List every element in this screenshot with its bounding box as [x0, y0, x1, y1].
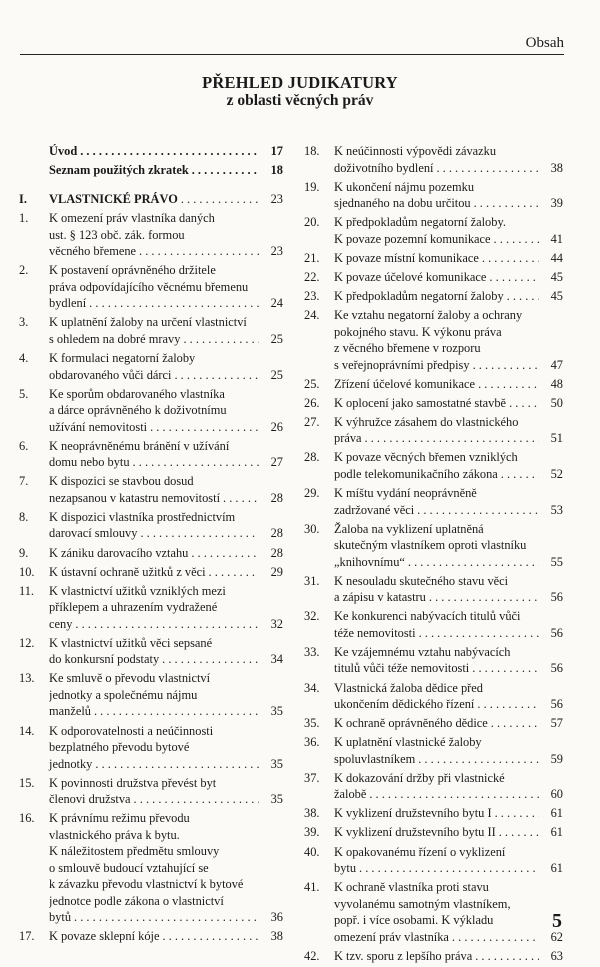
toc-entry-number: 19.	[304, 179, 320, 194]
toc-entry-text: s veřejnoprávními předpisy	[334, 357, 470, 372]
toc-entry-page: 47	[550, 357, 563, 372]
toc-entry-page: 59	[550, 751, 563, 766]
toc-entry-text: K odporovatelnosti a neúčinnosti	[49, 723, 214, 738]
toc-entry-number: 1.	[19, 211, 29, 226]
toc-entry-text: doživotního bydlení	[334, 160, 434, 175]
dot-leader	[206, 564, 259, 581]
toc-entry-number: 16.	[19, 811, 35, 826]
toc-entry-text: K zániku darovacího vztahu	[49, 545, 189, 560]
running-header	[20, 32, 564, 55]
toc-entry-text: práva	[334, 431, 362, 446]
toc-entry[interactable]	[19, 810, 283, 926]
toc-entry-number: 2.	[19, 263, 29, 278]
toc-entry[interactable]	[19, 191, 283, 208]
toc-entry-text: sjednaného na dobu určitou	[334, 196, 471, 211]
toc-entry-number: 25.	[304, 376, 320, 391]
toc-entry-text: K uplatnění vlastnické žaloby	[334, 735, 482, 750]
toc-entry-number: 4.	[19, 351, 29, 366]
toc-entry[interactable]	[19, 635, 283, 668]
dot-leader	[472, 948, 539, 965]
toc-entry-text: jednotky a společnému nájmu	[49, 687, 198, 702]
toc-entry-page: 61	[550, 806, 563, 821]
toc-entry[interactable]	[304, 485, 563, 518]
dot-leader	[130, 454, 259, 471]
dot-leader	[171, 367, 259, 384]
toc-entry-text: bezplatného převodu bytové	[49, 740, 190, 754]
toc-entry-text: o smlouvě budoucí vztahující se	[49, 860, 209, 875]
toc-entry[interactable]	[19, 583, 283, 633]
toc-entry-page: 55	[550, 554, 563, 569]
toc-entry-text: ust. § 123 obč. zák. formou	[49, 227, 185, 242]
toc-entry-text: K ústavní ochraně užitků z věci	[49, 564, 206, 579]
dot-leader	[147, 419, 259, 436]
toc-entry-number: 17.	[19, 929, 35, 944]
toc-entry-number: 42.	[304, 948, 320, 963]
dot-leader	[414, 502, 539, 519]
toc-entry[interactable]	[19, 928, 283, 945]
toc-entry-number: 12.	[19, 635, 35, 650]
toc-entry-text: z věcného břemene v rozporu	[334, 341, 481, 356]
toc-entry-number: 27.	[304, 414, 320, 429]
dot-leader	[131, 791, 259, 808]
toc-entry-number: 6.	[19, 438, 29, 453]
toc-entry-number: 38.	[304, 806, 320, 821]
toc-entry-number: 26.	[304, 395, 320, 410]
toc-entry-text: do konkursní podstaty	[49, 652, 160, 667]
toc-entry-text: K dispozici vlastníka prostřednictvím	[49, 509, 236, 524]
toc-entry[interactable]	[19, 162, 283, 179]
toc-entry-text: Zřízení účelové komunikace	[334, 376, 476, 391]
toc-entry-page: 50	[550, 395, 563, 410]
toc-entry-number: 32.	[304, 609, 320, 624]
toc-entry-text: K povaze sklepní kóje	[49, 929, 160, 944]
toc-entry[interactable]	[304, 214, 563, 247]
toc-entry-page: 17	[270, 144, 283, 158]
toc-entry-text: a dárce oprávněného k doživotnímu	[49, 403, 227, 418]
toc-entry-text: K formulaci negatorní žaloby	[49, 351, 196, 366]
toc-entry-page: 45	[550, 288, 563, 303]
dot-leader	[479, 250, 539, 267]
toc-entry-text: K dokazování držby při vlastnické	[334, 770, 505, 785]
toc-entry-text: věcného břemene	[49, 244, 137, 259]
toc-entry-text: K dispozici se stavbou dosud	[49, 474, 194, 489]
dot-leader	[137, 525, 259, 542]
toc-entry-text: ukončením dědického řízení	[334, 697, 475, 711]
toc-entry-page: 34	[270, 652, 283, 667]
toc-entry-number: 24.	[304, 308, 320, 323]
toc-entry-text: spoluvlastníkem	[334, 751, 416, 766]
toc-entry[interactable]	[304, 680, 563, 713]
toc-entry-text: K vyklizení družstevního bytu II	[334, 825, 496, 840]
toc-entry-text: Ke vztahu negatorní žaloby a ochrany	[334, 308, 523, 323]
page-title: PŘEHLED JUDIKATURY	[202, 73, 398, 92]
toc-entry-number: 41.	[304, 880, 320, 895]
toc-entry-number: 40.	[304, 844, 320, 859]
toc-entry-text: K opakovanému řízení o vyklizení	[334, 844, 506, 859]
toc-entry-text: Ke vzájemnému vztahu nabývacích	[334, 644, 511, 659]
toc-entry-number: 39.	[304, 825, 320, 840]
toc-entry-page: 56	[550, 625, 563, 640]
toc-right-column	[304, 143, 563, 967]
toc-entry-text: K ochraně vlastníka proti stavu	[334, 880, 489, 895]
dot-leader	[86, 295, 259, 312]
dot-leader	[91, 703, 259, 720]
toc-entry-text: darovací smlouvy	[49, 526, 138, 541]
toc-entry-page: 25	[270, 331, 283, 346]
toc-entry[interactable]	[304, 824, 563, 841]
toc-entry-page: 56	[550, 697, 563, 711]
toc-entry-text: jednotky	[49, 756, 93, 771]
toc-entry-text: s ohledem na dobré mravy	[49, 331, 181, 346]
toc-entry-number: 28.	[304, 450, 320, 465]
toc-entry-page: 26	[270, 419, 283, 434]
toc-entry-page: 28	[270, 490, 283, 505]
toc-entry-text: žalobě	[334, 787, 367, 802]
dot-leader	[496, 824, 539, 841]
toc-entry-page: 29	[270, 564, 283, 579]
toc-entry[interactable]	[304, 269, 563, 286]
toc-entry-text: K vlastnictví užitků vzniklých mezi	[49, 583, 226, 598]
dot-leader	[415, 751, 539, 768]
toc-entry[interactable]	[304, 644, 563, 677]
toc-entry-text: Ke smluvě o převodu vlastnictví	[49, 671, 211, 686]
dot-leader	[188, 545, 259, 562]
toc-entry-text: užívání nemovitosti	[49, 419, 148, 434]
toc-entry[interactable]	[19, 262, 283, 312]
toc-entry-text: K neúčinnosti výpovědi závazku	[334, 144, 497, 158]
toc-entry-number: 15.	[19, 775, 35, 790]
toc-entry[interactable]	[304, 179, 563, 212]
toc-entry-number: 23.	[304, 288, 320, 303]
dot-leader	[356, 860, 539, 877]
toc-entry-page: 18	[270, 163, 283, 178]
toc-entry[interactable]	[19, 386, 283, 436]
toc-entry-page: 63	[550, 948, 563, 963]
toc-left-column	[19, 143, 283, 947]
page-subtitle: z oblasti věcných práv	[226, 92, 374, 109]
dot-leader	[433, 160, 539, 177]
toc-entry-page: 61	[550, 861, 563, 876]
toc-entry-text: bytů	[49, 910, 72, 925]
toc-entry-text: K vlastnictví užitků věci sepsané	[49, 635, 213, 650]
toc-entry[interactable]	[19, 670, 283, 720]
dot-leader	[159, 651, 259, 668]
dot-leader	[492, 805, 539, 822]
toc-entry-page: 45	[550, 269, 563, 284]
toc-entry[interactable]	[304, 307, 563, 373]
toc-entry-number: 31.	[304, 573, 320, 588]
toc-entry-text: práva odpovídajícího věcnému břemenu	[49, 279, 249, 294]
dot-leader	[366, 786, 539, 803]
dot-leader	[491, 231, 539, 248]
toc-entry-text: K povaze účelové komunikace	[334, 269, 487, 284]
toc-entry-text: Vlastnická žaloba dědice před	[334, 680, 483, 695]
toc-entry-text: K míštu vydání neoprávněně	[334, 486, 477, 501]
toc-entry-page: 57	[550, 716, 563, 731]
toc-entry-text: K oplocení jako samostatné stavbě	[334, 395, 507, 410]
toc-entry-number: 13.	[19, 671, 35, 686]
toc-entry[interactable]	[304, 715, 563, 732]
section-gap	[19, 181, 283, 191]
toc-entry-text: K postavení oprávněného držitele	[49, 263, 216, 278]
toc-entry-text: VLASTNICKÉ PRÁVO	[49, 192, 178, 207]
toc-entry[interactable]	[19, 314, 283, 347]
toc-entry-page: 41	[550, 231, 563, 246]
toc-entry-number: 29.	[304, 486, 320, 501]
toc-entry-page: 23	[270, 192, 283, 207]
toc-entry-page: 36	[270, 910, 283, 925]
toc-entry[interactable]	[304, 449, 563, 482]
toc-entry-text: zadržované věci	[334, 502, 415, 517]
header-label: Obsah	[525, 35, 564, 51]
dot-leader	[159, 928, 259, 945]
toc-entry-text: popř. i více osobami. K výkladu	[334, 913, 494, 928]
toc-entry-page: 28	[270, 526, 283, 541]
toc-entry-text: skutečným vlastníkem oproti vlastníku	[334, 538, 527, 553]
toc-entry-page: 24	[270, 296, 283, 311]
dot-leader	[189, 162, 259, 179]
dot-leader	[71, 909, 259, 926]
toc-entry-page: 35	[270, 792, 283, 807]
toc-entry-page: 32	[270, 616, 283, 631]
toc-entry-text: Seznam použitých zkratek	[49, 163, 189, 178]
toc-entry[interactable]	[304, 143, 563, 176]
dot-leader	[475, 376, 539, 393]
toc-entry-text: bytu	[334, 861, 357, 876]
dot-leader	[506, 395, 539, 412]
page-number: 5	[552, 910, 562, 932]
toc-entry[interactable]	[304, 250, 563, 267]
toc-entry-page: 38	[550, 160, 563, 175]
toc-entry-number: 30.	[304, 521, 320, 536]
dot-leader	[426, 589, 539, 606]
toc-entry-page: 60	[550, 787, 563, 802]
toc-entry-text: k závazku převodu vlastnictví k bytové	[49, 877, 244, 892]
toc-entry[interactable]	[304, 805, 563, 822]
dot-leader	[469, 660, 539, 677]
toc-entry[interactable]	[19, 545, 283, 562]
dot-leader	[416, 625, 539, 642]
toc-entry[interactable]	[304, 395, 563, 412]
toc-entry[interactable]	[19, 438, 283, 471]
toc-entry-number: 11.	[19, 583, 35, 598]
toc-entry-text: členovi družstva	[49, 792, 131, 807]
toc-entry-page: 48	[550, 376, 563, 391]
toc-entry-page: 52	[550, 466, 563, 481]
toc-entry-text: K vyklizení družstevního bytu I	[334, 806, 492, 821]
toc-entry-text: Ke konkurenci nabývacích titulů vůči	[334, 609, 521, 624]
toc-entry[interactable]	[304, 879, 563, 945]
toc-entry-page: 56	[550, 661, 563, 676]
dot-leader	[474, 696, 539, 713]
toc-entry[interactable]	[304, 414, 563, 447]
toc-entry-text: K omezení práv vlastníka daných	[49, 211, 215, 226]
toc-entry[interactable]	[304, 770, 563, 803]
dot-leader	[220, 490, 259, 507]
toc-entry-page: 44	[550, 250, 563, 265]
toc-entry-text: manželů	[49, 704, 91, 719]
toc-entry-page: 62	[550, 929, 563, 944]
dot-leader	[471, 195, 539, 212]
toc-entry-number: 37.	[304, 770, 320, 785]
toc-entry-text: K povaze věcných břemen vzniklých	[334, 450, 518, 465]
toc-entry-text: K povaze pozemní komunikace	[334, 231, 491, 246]
toc-entry-text: K povinnosti družstva převést byt	[49, 775, 217, 790]
toc-entry-text: příklepem a uhrazením vydražené	[49, 600, 218, 615]
toc-entry-text: domu nebo bytu	[49, 455, 130, 470]
dot-leader	[92, 756, 259, 773]
toc-entry-number: 33.	[304, 644, 320, 659]
toc-entry-text: „knihovnímu“	[334, 554, 405, 569]
toc-entry-text: K náležitostem předmětu smlouvy	[49, 844, 220, 859]
toc-entry-text: ceny	[49, 616, 73, 631]
toc-entry-text: jednotce podle zákona o vlastnictví	[49, 893, 224, 908]
toc-entry-page: 27	[270, 455, 283, 470]
toc-entry-page: 35	[270, 756, 283, 771]
dot-leader	[136, 243, 259, 260]
toc-entry[interactable]	[304, 844, 563, 877]
dot-leader	[488, 715, 539, 732]
toc-entry-number: 20.	[304, 215, 320, 230]
toc-entry-number: 7.	[19, 474, 29, 489]
toc-entry[interactable]	[19, 775, 283, 808]
dot-leader	[77, 143, 259, 160]
dot-leader	[178, 191, 259, 208]
toc-entry-number: I.	[19, 192, 27, 207]
toc-entry-text: nezapsanou v katastru nemovitostí	[49, 490, 221, 505]
toc-entry-text: vlastnického práva k bytu.	[49, 827, 180, 842]
toc-entry-text: titulů vůči téže nemovitosti	[334, 661, 470, 676]
toc-entry-number: 3.	[19, 315, 29, 330]
toc-entry-text: K povaze místní komunikace	[334, 250, 479, 265]
toc-entry[interactable]	[304, 608, 563, 641]
toc-entry-text: K výhružce zásahem do vlastnického	[334, 414, 519, 429]
toc-entry[interactable]	[304, 573, 563, 606]
dot-leader	[498, 466, 539, 483]
toc-entry[interactable]	[19, 210, 283, 260]
toc-entry-text: K uplatnění žaloby na určení vlastnictví	[49, 315, 247, 330]
toc-entry-page: 35	[270, 704, 283, 719]
toc-entry-text: K neoprávněnému bránění v užívání	[49, 438, 230, 453]
dot-leader	[504, 288, 539, 305]
toc-entry-text: K ukončení nájmu pozemku	[334, 179, 475, 194]
toc-entry-number: 14.	[19, 723, 35, 738]
toc-entry-number: 18.	[304, 144, 320, 158]
toc-entry-text: omezení práv vlastníka	[334, 929, 449, 944]
title-block	[0, 74, 600, 110]
toc-entry[interactable]	[304, 288, 563, 305]
toc-entry-text: podle telekomunikačního zákona	[334, 466, 498, 481]
toc-entry[interactable]	[19, 509, 283, 542]
toc-entry[interactable]	[19, 143, 283, 160]
toc-entry[interactable]	[304, 734, 563, 767]
toc-entry-text: K tzv. sporu z lepšího práva	[334, 948, 473, 963]
toc-entry-number: 9.	[19, 545, 29, 560]
toc-entry-page: 51	[550, 431, 563, 446]
toc-entry-text: K právnímu režimu převodu	[49, 811, 190, 826]
dot-leader	[405, 554, 539, 571]
toc-entry-page: 61	[550, 825, 563, 840]
toc-entry-text: bydlení	[49, 296, 87, 311]
toc-entry-text: K předpokladům negatorní žaloby	[334, 288, 504, 303]
toc-entry-text: Úvod	[49, 144, 78, 158]
dot-leader	[180, 331, 259, 348]
toc-entry-text: K předpokladům negatorní žaloby.	[334, 215, 506, 230]
toc-entry-page: 23	[270, 244, 283, 259]
toc-entry-page: 53	[550, 502, 563, 517]
dot-leader	[470, 357, 539, 374]
toc-entry-text: téže nemovitosti	[334, 625, 416, 640]
toc-entry-number: 21.	[304, 250, 320, 265]
toc-entry[interactable]	[19, 350, 283, 383]
toc-entry-text: pokojného stavu. K výkonu práva	[334, 324, 502, 339]
toc-entry-number: 5.	[19, 386, 29, 401]
toc-entry-text: Ke sporům obdarovaného vlastníka	[49, 386, 225, 401]
toc-entry-text: obdarovaného vůči dárci	[49, 367, 172, 382]
toc-entry-text: K ochraně oprávněného dědice	[334, 716, 488, 731]
toc-entry-page: 28	[270, 545, 283, 560]
toc-entry[interactable]	[304, 376, 563, 393]
toc-entry[interactable]	[304, 948, 563, 965]
toc-entry[interactable]	[19, 564, 283, 581]
toc-entry[interactable]	[304, 521, 563, 571]
toc-entry-text: a zápisu v katastru	[334, 590, 426, 605]
toc-entry-number: 35.	[304, 716, 320, 731]
toc-entry-page: 39	[550, 196, 563, 211]
toc-entry-number: 34.	[304, 680, 320, 695]
toc-entry[interactable]	[19, 473, 283, 506]
dot-leader	[449, 929, 539, 946]
toc-entry-page: 25	[270, 367, 283, 382]
toc-entry-text: Žaloba na vyklizení uplatněná	[334, 521, 484, 536]
toc-entry-page: 56	[550, 590, 563, 605]
dot-leader	[362, 430, 539, 447]
toc-entry-number: 22.	[304, 269, 320, 284]
toc-entry-number: 36.	[304, 735, 320, 750]
dot-leader	[486, 269, 539, 286]
toc-entry-text: vyvolanému samotným vlastníkem,	[334, 896, 511, 911]
toc-entry-number: 8.	[19, 509, 29, 524]
toc-entry-text: K nesouladu skutečného stavu věci	[334, 573, 509, 588]
toc-entry-page: 38	[270, 929, 283, 944]
toc-entry[interactable]	[19, 723, 283, 773]
dot-leader	[72, 616, 259, 633]
toc-entry-number: 10.	[19, 564, 35, 579]
